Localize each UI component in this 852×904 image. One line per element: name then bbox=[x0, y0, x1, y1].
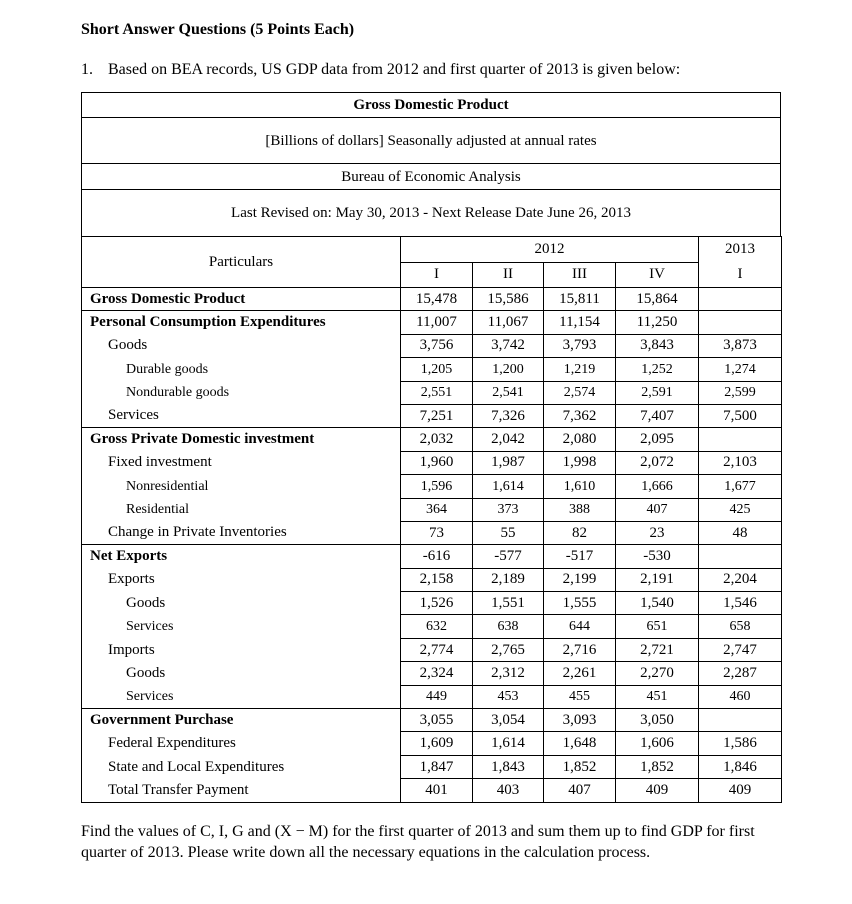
value-cell: 3,093 bbox=[544, 709, 616, 732]
value-cell: 1,200 bbox=[473, 358, 544, 381]
value-cell: 2,591 bbox=[616, 381, 699, 404]
value-cell: -517 bbox=[544, 545, 616, 568]
particulars-header: Particulars bbox=[82, 237, 401, 288]
value-cell: 1,846 bbox=[699, 755, 782, 778]
value-cell: -616 bbox=[401, 545, 473, 568]
row-label: Goods bbox=[82, 662, 401, 685]
value-cell: 1,666 bbox=[616, 475, 699, 498]
value-cell: 2,261 bbox=[544, 662, 616, 685]
table-row bbox=[82, 428, 782, 451]
value-cell: 1,555 bbox=[544, 592, 616, 615]
value-cell: 2,095 bbox=[616, 428, 699, 451]
value-cell: 2,189 bbox=[473, 568, 544, 591]
value-cell: 1,609 bbox=[401, 732, 473, 755]
row-label: Government Purchase bbox=[82, 709, 401, 732]
row-label: Gross Private Domestic investment bbox=[82, 428, 401, 451]
value-cell: 1,551 bbox=[473, 592, 544, 615]
table-row bbox=[82, 615, 782, 638]
value-cell: 1,614 bbox=[473, 732, 544, 755]
value-cell: 3,843 bbox=[616, 334, 699, 357]
table-row bbox=[82, 709, 782, 732]
table-row bbox=[82, 498, 782, 521]
value-cell: 1,960 bbox=[401, 451, 473, 474]
value-cell: 425 bbox=[699, 498, 782, 521]
value-cell: 1,606 bbox=[616, 732, 699, 755]
value-cell: 2,199 bbox=[544, 568, 616, 591]
value-cell: 1,219 bbox=[544, 358, 616, 381]
value-cell: 1,852 bbox=[544, 755, 616, 778]
table-row bbox=[82, 568, 782, 591]
row-label: Net Exports bbox=[82, 545, 401, 568]
value-cell: 23 bbox=[616, 521, 699, 544]
row-label: Residential bbox=[82, 498, 401, 521]
value-cell: 407 bbox=[544, 779, 616, 802]
row-label: Durable goods bbox=[82, 358, 401, 381]
value-cell: 1,540 bbox=[616, 592, 699, 615]
row-label: Exports bbox=[82, 568, 401, 591]
value-cell: 651 bbox=[616, 615, 699, 638]
row-label: Imports bbox=[82, 638, 401, 661]
table-row bbox=[82, 545, 782, 568]
value-cell bbox=[699, 311, 782, 334]
value-cell: 2,747 bbox=[699, 638, 782, 661]
value-cell: 3,050 bbox=[616, 709, 699, 732]
table-row bbox=[82, 755, 782, 778]
value-cell: 409 bbox=[699, 779, 782, 802]
value-cell: 1,546 bbox=[699, 592, 782, 615]
row-label: Goods bbox=[82, 592, 401, 615]
row-label: Fixed investment bbox=[82, 451, 401, 474]
table-row bbox=[82, 451, 782, 474]
value-cell: 2,312 bbox=[473, 662, 544, 685]
value-cell: 7,500 bbox=[699, 404, 782, 427]
value-cell: 1,648 bbox=[544, 732, 616, 755]
value-cell: 3,055 bbox=[401, 709, 473, 732]
value-cell: 1,274 bbox=[699, 358, 782, 381]
value-cell: 2,287 bbox=[699, 662, 782, 685]
row-label: Federal Expenditures bbox=[82, 732, 401, 755]
value-cell: 1,526 bbox=[401, 592, 473, 615]
quarter-header: III bbox=[544, 262, 616, 288]
table-row bbox=[82, 358, 782, 381]
value-cell: 2,072 bbox=[616, 451, 699, 474]
value-cell: 407 bbox=[616, 498, 699, 521]
value-cell: 2,599 bbox=[699, 381, 782, 404]
value-cell: 388 bbox=[544, 498, 616, 521]
value-cell: 449 bbox=[401, 685, 473, 708]
value-cell bbox=[699, 428, 782, 451]
value-cell: 2,191 bbox=[616, 568, 699, 591]
value-cell: 409 bbox=[616, 779, 699, 802]
value-cell: 3,873 bbox=[699, 334, 782, 357]
table-row bbox=[82, 638, 782, 661]
value-cell: 3,756 bbox=[401, 334, 473, 357]
year-2012-header: 2012 bbox=[401, 237, 699, 263]
value-cell: 632 bbox=[401, 615, 473, 638]
year-2013-header: 2013 bbox=[699, 237, 782, 263]
value-cell: 403 bbox=[473, 779, 544, 802]
row-label: Nonresidential bbox=[82, 475, 401, 498]
value-cell: 15,586 bbox=[473, 288, 544, 311]
value-cell: 3,793 bbox=[544, 334, 616, 357]
row-label: Services bbox=[82, 685, 401, 708]
value-cell: 1,987 bbox=[473, 451, 544, 474]
value-cell: 1,677 bbox=[699, 475, 782, 498]
row-label: Personal Consumption Expenditures bbox=[82, 311, 401, 334]
table-row bbox=[82, 311, 782, 334]
table-row bbox=[82, 521, 782, 544]
table-row bbox=[82, 475, 782, 498]
quarter-header: I bbox=[699, 262, 782, 288]
value-cell: -530 bbox=[616, 545, 699, 568]
table-row bbox=[82, 334, 782, 357]
table-row bbox=[82, 288, 782, 311]
question-number: 1. bbox=[81, 61, 93, 78]
value-cell: 11,154 bbox=[544, 311, 616, 334]
value-cell bbox=[699, 545, 782, 568]
row-label: State and Local Expenditures bbox=[82, 755, 401, 778]
quarter-header: II bbox=[473, 262, 544, 288]
value-cell: 2,324 bbox=[401, 662, 473, 685]
value-cell: 364 bbox=[401, 498, 473, 521]
value-cell: 2,032 bbox=[401, 428, 473, 451]
table-source: Bureau of Economic Analysis bbox=[81, 163, 781, 189]
value-cell: 1,847 bbox=[401, 755, 473, 778]
value-cell: 11,250 bbox=[616, 311, 699, 334]
table-title: Gross Domestic Product bbox=[81, 92, 781, 117]
table-row bbox=[82, 732, 782, 755]
value-cell: 2,774 bbox=[401, 638, 473, 661]
question-instructions: Find the values of C, I, G and (X − M) for the first quarter of 2013 and sum them up to find GDP for first quarter of 2013. Please write down all the necessary equations in the calculation process. bbox=[81, 823, 755, 861]
value-cell: 1,614 bbox=[473, 475, 544, 498]
value-cell: 2,158 bbox=[401, 568, 473, 591]
row-label: Gross Domestic Product bbox=[82, 288, 401, 311]
table-row bbox=[82, 662, 782, 685]
table-row bbox=[82, 381, 782, 404]
value-cell: 2,716 bbox=[544, 638, 616, 661]
value-cell: 1,998 bbox=[544, 451, 616, 474]
table-revised: Last Revised on: May 30, 2013 - Next Release Date June 26, 2013 bbox=[81, 189, 781, 236]
value-cell: 455 bbox=[544, 685, 616, 708]
value-cell: 73 bbox=[401, 521, 473, 544]
row-label: Goods bbox=[82, 334, 401, 357]
value-cell: 11,067 bbox=[473, 311, 544, 334]
table-row bbox=[82, 779, 782, 802]
value-cell: 1,596 bbox=[401, 475, 473, 498]
value-cell: 48 bbox=[699, 521, 782, 544]
value-cell: 15,478 bbox=[401, 288, 473, 311]
value-cell: 15,811 bbox=[544, 288, 616, 311]
value-cell: 3,742 bbox=[473, 334, 544, 357]
row-label: Services bbox=[82, 404, 401, 427]
value-cell: 638 bbox=[473, 615, 544, 638]
value-cell: 1,586 bbox=[699, 732, 782, 755]
quarter-header: I bbox=[401, 262, 473, 288]
gdp-table bbox=[81, 236, 782, 803]
value-cell: 1,852 bbox=[616, 755, 699, 778]
value-cell: -577 bbox=[473, 545, 544, 568]
value-cell: 7,326 bbox=[473, 404, 544, 427]
question-body: Based on BEA records, US GDP data from 2012 and first quarter of 2013 is given below: bbox=[108, 61, 681, 78]
value-cell: 2,574 bbox=[544, 381, 616, 404]
table-row bbox=[82, 685, 782, 708]
value-cell: 2,103 bbox=[699, 451, 782, 474]
row-label: Nondurable goods bbox=[82, 381, 401, 404]
quarter-header: IV bbox=[616, 262, 699, 288]
value-cell bbox=[699, 709, 782, 732]
value-cell: 1,843 bbox=[473, 755, 544, 778]
value-cell: 453 bbox=[473, 685, 544, 708]
value-cell: 7,362 bbox=[544, 404, 616, 427]
value-cell: 451 bbox=[616, 685, 699, 708]
question-text bbox=[81, 61, 680, 79]
value-cell: 460 bbox=[699, 685, 782, 708]
value-cell: 55 bbox=[473, 521, 544, 544]
value-cell: 1,205 bbox=[401, 358, 473, 381]
value-cell: 2,541 bbox=[473, 381, 544, 404]
table-row bbox=[82, 404, 782, 427]
value-cell: 1,610 bbox=[544, 475, 616, 498]
value-cell bbox=[699, 288, 782, 311]
value-cell: 2,204 bbox=[699, 568, 782, 591]
section-heading: Short Answer Questions (5 Points Each) bbox=[81, 21, 355, 38]
value-cell: 15,864 bbox=[616, 288, 699, 311]
row-label: Services bbox=[82, 615, 401, 638]
value-cell: 1,252 bbox=[616, 358, 699, 381]
value-cell: 644 bbox=[544, 615, 616, 638]
value-cell: 7,407 bbox=[616, 404, 699, 427]
value-cell: 82 bbox=[544, 521, 616, 544]
value-cell: 2,270 bbox=[616, 662, 699, 685]
value-cell: 7,251 bbox=[401, 404, 473, 427]
value-cell: 3,054 bbox=[473, 709, 544, 732]
row-label: Total Transfer Payment bbox=[82, 779, 401, 802]
value-cell: 2,551 bbox=[401, 381, 473, 404]
value-cell: 373 bbox=[473, 498, 544, 521]
value-cell: 11,007 bbox=[401, 311, 473, 334]
table-units: [Billions of dollars] Seasonally adjusted at annual rates bbox=[81, 117, 781, 163]
value-cell: 2,721 bbox=[616, 638, 699, 661]
value-cell: 2,765 bbox=[473, 638, 544, 661]
value-cell: 401 bbox=[401, 779, 473, 802]
row-label: Change in Private Inventories bbox=[82, 521, 401, 544]
value-cell: 658 bbox=[699, 615, 782, 638]
table-row bbox=[82, 592, 782, 615]
value-cell: 2,042 bbox=[473, 428, 544, 451]
value-cell: 2,080 bbox=[544, 428, 616, 451]
